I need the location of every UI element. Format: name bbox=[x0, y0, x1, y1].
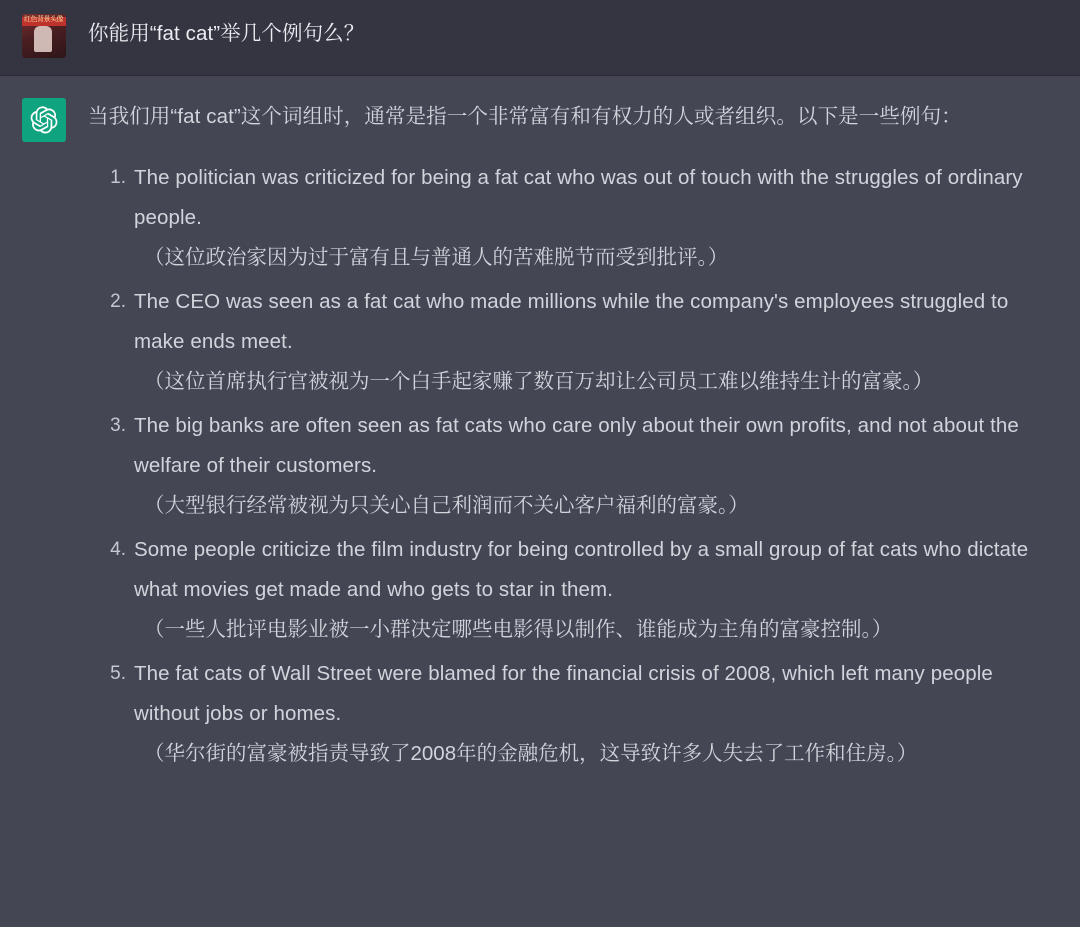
list-item bbox=[134, 158, 1040, 278]
avatar-caption: 红色背景头像 bbox=[24, 16, 63, 23]
user-message-turn bbox=[0, 0, 1080, 76]
example-sentence-list bbox=[88, 158, 1040, 774]
user-message-body bbox=[88, 14, 1080, 49]
user-avatar-container bbox=[0, 14, 88, 58]
example-chinese: （大型银行经常被视为只关心自己利润而不关心客户福利的富豪。） bbox=[144, 494, 749, 517]
avatar-figure bbox=[34, 26, 52, 52]
assistant-message-body bbox=[88, 98, 1080, 778]
example-chinese: （这位政治家因为过于富有且与普通人的苦难脱节而受到批评。） bbox=[144, 246, 729, 269]
example-chinese: （华尔街的富豪被指责导致了2008年的金融危机，这导致许多人失去了工作和住房。） bbox=[144, 742, 918, 765]
example-chinese: （这位首席执行官被视为一个白手起家赚了数百万却让公司员工难以维持生计的富豪。） bbox=[144, 370, 934, 393]
list-item bbox=[134, 282, 1040, 402]
assistant-message-turn bbox=[0, 76, 1080, 927]
list-item bbox=[134, 530, 1040, 650]
list-item bbox=[134, 654, 1040, 774]
assistant-intro-text: 当我们用“fat cat”这个词组时，通常是指一个非常富有和有权力的人或者组织。以下是一些例句： bbox=[88, 105, 962, 128]
assistant-avatar-container bbox=[0, 98, 88, 142]
example-english: The CEO was seen as a fat cat who made millions while the company's employees struggled to make ends meet. bbox=[134, 290, 1009, 353]
example-english: The big banks are often seen as fat cats who care only about their own profits, and not about the welfare of their customers. bbox=[134, 414, 1019, 477]
user-message-text: 你能用“fat cat”举几个例句么？ bbox=[88, 22, 365, 45]
example-english: Some people criticize the film industry for being controlled by a small group of fat cats who dictate what movies get made and who gets to star in them. bbox=[134, 538, 1029, 601]
example-english: The fat cats of Wall Street were blamed for the financial crisis of 2008, which left many people without jobs or homes. bbox=[134, 662, 993, 725]
user-photo-avatar bbox=[22, 14, 66, 58]
example-chinese: （一些人批评电影业被一小群决定哪些电影得以制作、谁能成为主角的富豪控制。） bbox=[144, 618, 893, 641]
list-item bbox=[134, 406, 1040, 526]
openai-logo-icon bbox=[22, 98, 66, 142]
example-english: The politician was criticized for being a fat cat who was out of touch with the struggles of ordinary people. bbox=[134, 166, 1023, 229]
